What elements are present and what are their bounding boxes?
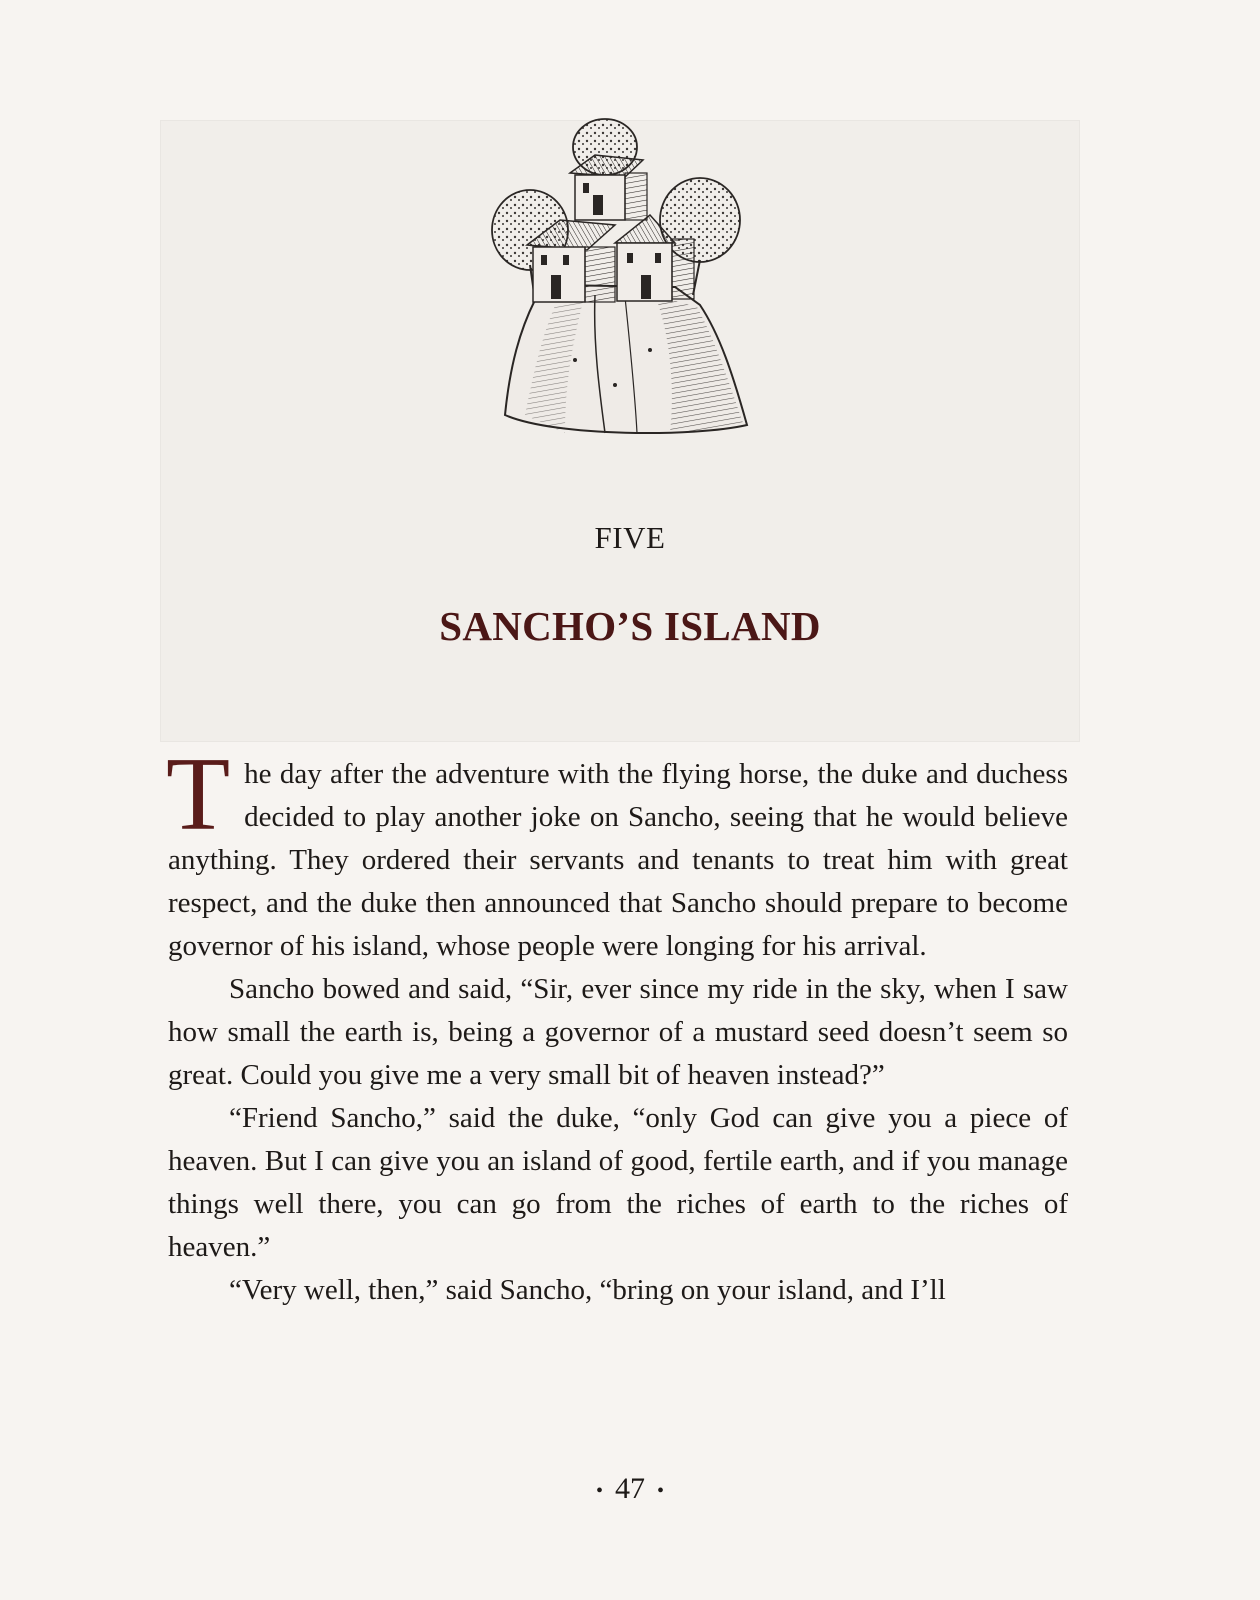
folio-bullet-right: •	[657, 1479, 665, 1502]
chapter-title: SANCHO’S ISLAND	[439, 603, 821, 649]
drop-cap: T	[166, 735, 231, 852]
paragraph: “Friend Sancho,” said the duke, “only God can give you a piece of heaven. But I can give you an island of good, fertile earth, and if you manage things well there, you can go from the riches of earth to the riches of heaven.”	[168, 1102, 1068, 1263]
page-number: 47	[615, 1472, 645, 1505]
paragraph: Sancho bowed and said, “Sir, ever since my ride in the sky, when I saw how small the earth is, being a governor of a mustard seed doesn’t seem so great. Could you give me a very small bit of heaven instead?”	[168, 973, 1068, 1091]
page-number-footer	[0, 1472, 1260, 1506]
chapter-body	[166, 735, 1068, 1312]
paragraph	[166, 735, 1068, 968]
paragraph-text: he day after the adventure with the flying horse, the duke and duchess decided to play another joke on Sancho, seeing that he would believe anything. They ordered their servants and tenants to treat him with great respect, and the duke then announced that Sancho should prepare to become governor of his island, whose people were longing for his arrival.	[168, 758, 1068, 962]
folio-bullet-left: •	[595, 1479, 603, 1502]
chapter-number: FIVE	[594, 520, 666, 555]
paragraph: “Very well, then,” said Sancho, “bring on your island, and I’ll	[229, 1274, 946, 1306]
island-with-houses-illustration	[465, 115, 765, 455]
